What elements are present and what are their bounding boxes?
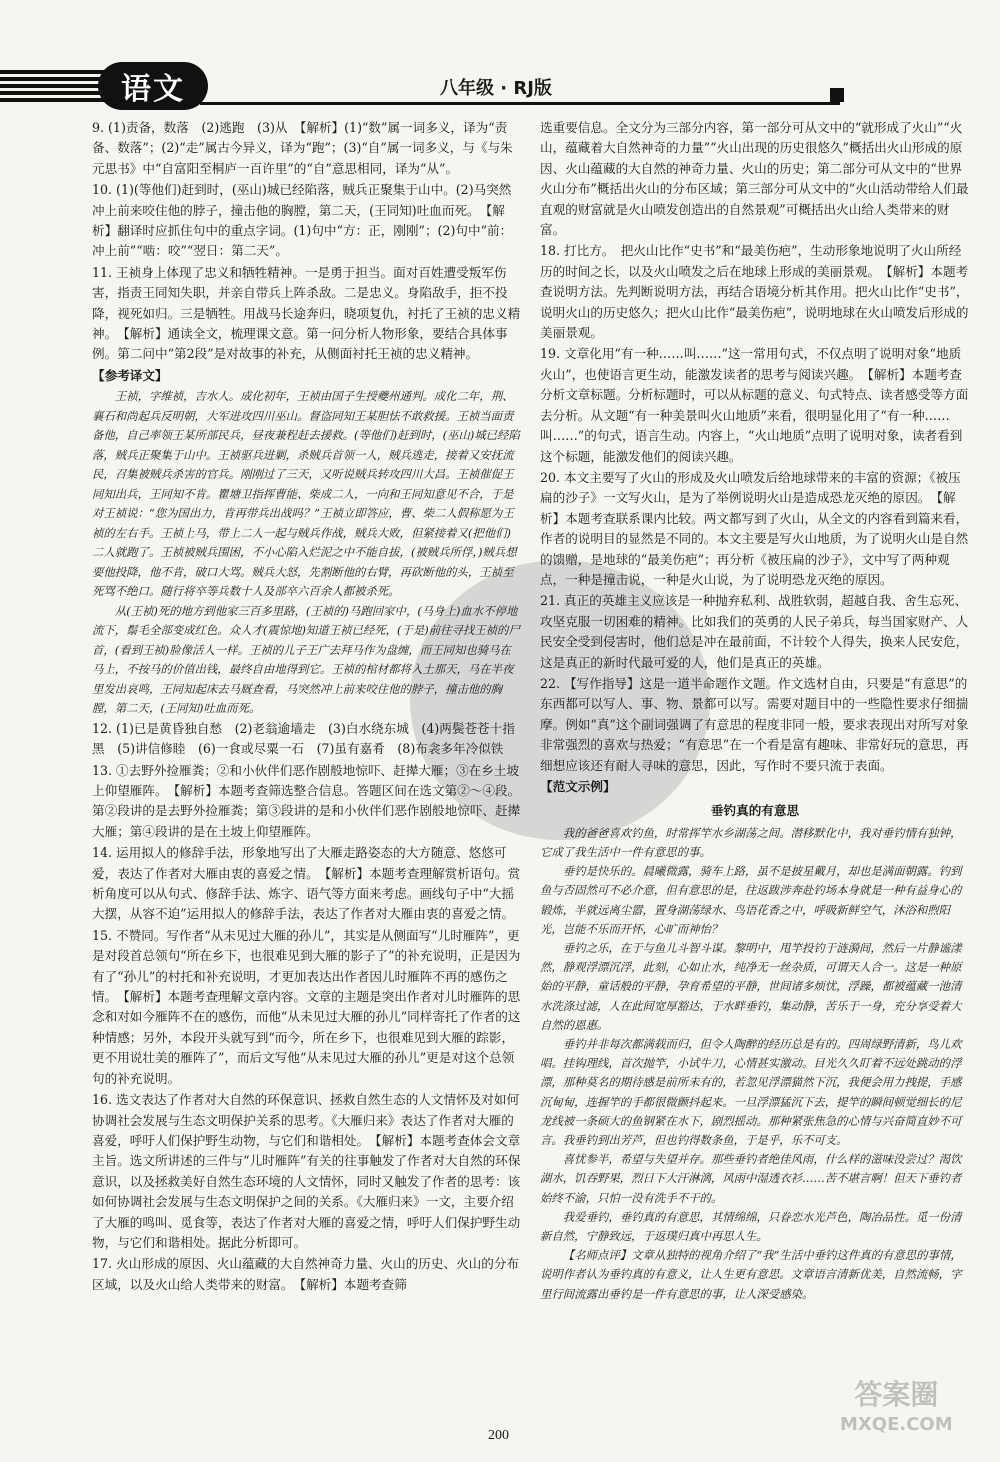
translation-para-1: 王祯，字维祯，吉水人。成化初年，王祯由国子生授夔州通判。成化二年，荆、襄石和尚起兵反明朝，大军进攻四川巫山。督盗同知王某胆怯不敢救援。王祯当面责备他，自己率领王某所部民兵，昼夜兼程赶去援救。(等他们)赶到时，(巫山)城已经陷落，贼兵正聚集于山中。王祯驱兵进剿，杀贼兵首领一人，贼兵逃走，接着又安抚流民，召集被贼兵杀害的官兵。刚刚过了三天，又听说贼兵转攻四川大昌。王祯催促王同知出兵，王同知不肯。瞿塘卫指挥曹能、柴成二人，一向和王同知意见不合，于是对王祯说：“您为国出力，肯再带兵出战吗？”王祯立即答应，曹、柴二人假称愿为王祯的左右手。王祯上马，带上二人一起与贼兵作战，贼兵大败，但紧接着又(把他们)二人就跑了。王祯被贼兵围困，不小心陷入烂泥之中不能自拔，(被贼兵所俘，)贼兵想要他投降，他不肯，破口大骂。贼兵大怒，先割断他的右臂，再砍断他的头，王祯至死骂不绝口。随行将卒等兵数十人及部卒六百余人都被杀死。 — [92, 389, 520, 599]
sample-essay-title: 垂钓真的有意思 — [710, 803, 800, 819]
essay-para-3: 垂钓之乐，在于与鱼儿斗智斗谋。黎明中，甩竿投钓于涟漪间，然后一片静谧漾然，静观浮漂沉浮，此刻，心如止水，纯净无一丝杂质，可谓天人合一。这是一种原始的平静，童话般的平静，孕育希望的平静，世间诸多烦忧，浮躁，都被蕴藏一池清水洗涤过滤，人在此间宽厚豁达，于水畔垂钓，集动静，苦乐于一身，充分享受着大自然的恩惠。 — [540, 941, 962, 1032]
answer-13: 13. ①去野外捡雁粪；②和小伙伴们恶作剧般地惊吓、赶撵大雁；③在乡土坡上仰望雁阵。 【解析】本题考查筛选整合信息。答题区间在选文第②～④段。第②段讲的是去野外捡雁粪；第③段讲的是和小伙伴们恶作剧般地惊吓、赶撵大雁；第④段讲的是在土坡上仰望雁阵。 — [92, 762, 521, 839]
teacher-comment: 【名师点评】文章从独特的视角介绍了“我”生活中垂钓这件真的有意思的事情，说明作者认为垂钓真的有意义，让人生更有意思。文章语言清新优美，自然流畅，字里行间流露出垂钓是一件有意思的事，让人深受感染。 — [540, 1248, 962, 1301]
answer-22: 22. 【写作指导】这是一道半命题作文题。作文选材自由，只要是“有意思”的东西都可以写人、事、物、景都可以写。需要对题目中的一些隐性要求仔细揣摩。例如“真”这个副词强调了有意思的程度非同一般，要求表现出对所写对象非常强烈的喜欢与热爱；“有意思”在一个看是富有趣味、非常好玩的意思，再细想应该还有耐人寻味的意思，因此，写作时不要只流于表面。 — [540, 675, 969, 773]
answer-16: 16. 选文表达了作者对大自然的环保意识、拯救自然生态的人文情怀及对如何协调社会发展与生态文明保护关系的思考。《大雁归来》表达了作者对大雁的喜爱，呼吁人们保护野生动物，与它们和谐相处。 【解析】本题考查体会文章主旨。选文所讲述的三件与“儿时雁阵”有关的往事触发了作者对大自然的环保意识，以及拯救美好自然生态环境的人文情怀，同时又触发了作者的思考：该如何协调社会发展与生态文明保护之间的关系。《大雁归来》一文，主要介绍了大雁的鸣叫、觅食等，表达了作者对大雁的喜爱之情，呼吁人们保护野生动物，与它们和谐相处。据此分析即可。 — [92, 1092, 521, 1250]
essay-para-6: 我爱垂钓，垂钓真的有意思，其情绵绵，只眷恋水光芦色，陶冶品性。觅一份清新自然，宁静致远，于返璞归真中再思人生。 — [540, 1209, 962, 1244]
grade-label: 八年级 · RJ版 — [440, 78, 552, 99]
answer-19: 19. 文章化用“有一种……叫……”这一常用句式，不仅点明了说明对象“地质火山”，也使语言更生动，能激发读者的思考与阅读兴趣。 【解析】本题考查分析文章标题。分析标题时，可以从标题的意义、句式特点、读者感受等方面去分析。从文题“有一种美景叫火山地质”来看，很明显化用了“有一种……叫……”的句式，语言生动。内容上，“火山地质”点明了说明对象，读者看到这个标题，能激发他们的阅读兴趣。 — [540, 346, 969, 464]
essay-para-5: 喜忧参半，希望与失望并存。那些垂钓者绝佳风雨，什么样的滋味没尝过？渴饮湖水，饥吞野果，烈日下大汗淋漓，风雨中湿透衣衫……苦不堪言啊！但天下垂钓者始终不渝，只怕一没有洗手不干的。 — [540, 1152, 962, 1205]
subject-logo: 语文 — [98, 62, 208, 110]
essay-para-1: 我的爸爸喜欢钓鱼，时常挥竿水乡湖荡之间。潜移默化中，我对垂钓情有独钟，它成了我生活中一件有意思的事。 — [540, 825, 962, 860]
answer-11: 11. 王祯身上体现了忠义和牺牲精神。一是勇于担当。面对百姓遭受叛军伤害，指责王同知失职，并亲自带兵上阵杀敌。二是忠义。身陷敌手，拒不投降，视死如归。三是牺牲。用战马长途奔归，晓项复仇，衬托了王祯的忠义精神。 【解析】通读全文，梳理课文意。第一问分析人物形象，要结合具体事例。第二问中“第2段”是对故事的补充，从侧面衬托王祯的忠义精神。 — [92, 264, 521, 362]
reference-translation-title: 【参考译文】 — [92, 367, 168, 383]
essay-para-2: 垂钓是快乐的。晨曦微露，骑车上路，虽不是披星戴月，却也是满面朝露。钓到鱼与否固然可不必介意，但有意思的是，往返跋涉奔赴钓场本身就是一种有益身心的锻炼，半就远离尘嚣，置身湖荡绿水、鸟语花香之中，呼吸新鲜空气，沐浴和煦阳光，岂能不乐而开怀，心旷而神怡？ — [540, 864, 962, 936]
answer-9: 9. (1)责备，数落 (2)逃跑 (3)从 【解析】(1)“数”属一词多义，译为“责备、数落”；(2)“走”属古今异义，译为“跑”；(3)“自”属一词多义，与《与朱元思书》中“自富阳至桐庐一百许里”的“自”意思相同，译为“从”。 — [92, 120, 513, 176]
answer-14: 14. 运用拟人的修辞手法，形象地写出了大雁走路姿态的大方随意、悠悠可爱，表达了作者对大雁由衷的喜爱之情。 【解析】本题考查理解赏析语句。赏析角度可以从句式、修辞手法、炼字、语气等方面来考虑。画线句子中“大摇大摆，从容不迫”运用拟人的修辞手法，表达了作者对大雁由衷的喜爱之情。 — [92, 845, 521, 922]
essay-para-4: 垂钓并非每次都满载而归，但令人陶醉的经历总是有的。四周绿野清新，鸟儿欢唱。挂钩理线，首次抛竿，小试牛刀，心情甚实激动。目光久久盯着不远处跳动的浮漂，那种莫名的期待感是前所未有的，若忽见浮漂猫然下沉，我便会用力拽提，手感沉甸甸，连握竿的手都很微颤抖起来。一旦浮漂猛沉下去，提竿的瞬间顿觉细长的尼龙线被一条硕大的鱼钢紧在水下，剧烈摇动。那种紧张焦急的心情与兴奋简直妙不可言。我垂钓到出芳芦，但也钓得数条鱼，于是乎，乐不可支。 — [540, 1037, 962, 1148]
header-rule — [200, 102, 840, 105]
answer-10: 10. (1)(等他们)赶到时，(巫山)城已经陷落，贼兵正聚集于山中。(2)马突然冲上前来咬住他的脖子，撞击他的胸膛，第二天，(王同知)吐血而死。 【解析】翻译时应抓住句中的重点字词。(1)句中“方：正，刚刚”；(2)句中“前：冲上前”“啮：咬”“翌日：第二天”。 — [92, 182, 513, 259]
right-column — [540, 118, 970, 1304]
answer-20: 20. 本文主要写了火山的形成及火山喷发后给地球带来的丰富的资源；《被压扁的沙子》一文写火山，是为了举例说明火山是造成恐龙灭绝的原因。 【解析】本题考查联系课内比较。两文都写到了火山，从全文的内容看到篇来看，作者的说明目的显然是不同的。本文主要是写火山地质，为了说明火山是自然的馈赠，是地球的“最美伤疤”；再分析《被压扁的沙子》，文中写了两种观点，一种是撞击说，一种是火山说，为了说明恐龙灭绝的原因。 — [540, 469, 969, 587]
answer-21: 21. 真正的英雄主义应该是一种抛弃私利、战胜软弱，超越自我、舍生忘死、攻坚克服一切困难的精神。比如我们的英勇的人民子弟兵，每当国家财产、人民安全受到侵害时，他们总是冲在最前面，不计较个人得失，换来人民安危，这是真正的新时代最可爱的人，他们是真正的英雄。 — [540, 593, 969, 670]
translation-para-2: 从(王祯)死的地方到他家三百多里路，(王祯的)马跑回家中，(马身上)血水不停地流下，鬃毛全部变成红色。众人才(震惊地)知道王祯已经死，(于是)前往寻找王祯的尸首，(看到王祯)脸像活人一样。王祯的儿子王广去拜马作为盘缠，而王同知也骑马在马上，不按马的价值出钱，最终自由地得到它。王祯的棺材都将入土那天，马在半夜里发出哀鸣，王同知起床去马厩查看，马突然冲上前来咬住他的脖子，撞击他的胸膛，第二天，(王同知)吐血而死。 — [92, 603, 520, 716]
answer-12: 12. (1)已是黄昏独自愁 (2)老翁逾墙走 (3)白水绕东城 (4)两鬓苍苍十指黑 (5)讲信修睦 (6)一食或尽粟一石 (7)虽有嘉肴 (8)布衾多年冷似铁 — [92, 720, 515, 757]
header-square-icon — [830, 88, 844, 102]
left-column — [92, 118, 522, 1296]
answer-15: 15. 不赞同。写作者“从未见过大雁的孙儿”，其实是从侧面写“儿时雁阵”，更是对段首总领句“所在乡下，也很难见到大雁的影子了”的补充说明，正是因为有了“孙儿”的村托和补充说明，才更加表达出作者因儿时雁阵不再的感伤之情。 【解析】本题考查理解文章内容。文章的主题是突出作者对儿时雁阵的思念和对如今雁阵不在的感伤，而他“从未见过大雁的孙儿”同样寄托了作者的这种情感；另外，本段开头就写到“而今，所在乡下，也很难见到大雁的踪影，更不用说壮美的雁阵了”，而后文写他“从未见过大雁的孙儿”更是对这个总领句的补充说明。 — [92, 927, 521, 1086]
answer-18: 18. 打比方。 把火山比作“史书”和“最美伤疤”，生动形象地说明了火山所经历的时间之长，以及火山喷发之后在地球上形成的美丽景观。 【解析】本题考查说明方法。先判断说明方法，再结合语境分析其作用。把火山比作“史书”，说明火山的历史悠久；把火山比作“最美伤疤”，说明地球在火山喷发后形成的美丽景观。 — [540, 243, 969, 341]
page-header — [0, 0, 1000, 110]
watermark-url: MXQE.COM — [840, 1414, 953, 1435]
watermark-logo — [840, 1380, 953, 1440]
page-number: 200 — [488, 1428, 509, 1443]
watermark-text: 答案圈 — [854, 1378, 939, 1411]
answer-17: 17. 火山形成的原因、火山蕴藏的大自然神奇力量、火山的历史、火山的分布区域，以及火山给人类带来的财富。 【解析】本题考查筛 — [92, 1256, 520, 1292]
sample-essay-label: 【范文示例】 — [540, 779, 616, 794]
answer-17-continued: 选重要信息。全文分为三部分内容，第一部分可从文中的“就形成了火山”“火山，蕴藏着大自然神奇的力量”“火山出现的历史很悠久”概括出火山形成的原因、火山蕴藏的大自然的神奇力量、火山的历史；第二部分可从文中的“世界火山分布”概括出火山的分布区域；第三部分可从文中的“火山活动带给人们最直观的财富就是火山喷发创造出的自然景观”可概括出火山给人类带来的财富。 — [540, 120, 969, 238]
